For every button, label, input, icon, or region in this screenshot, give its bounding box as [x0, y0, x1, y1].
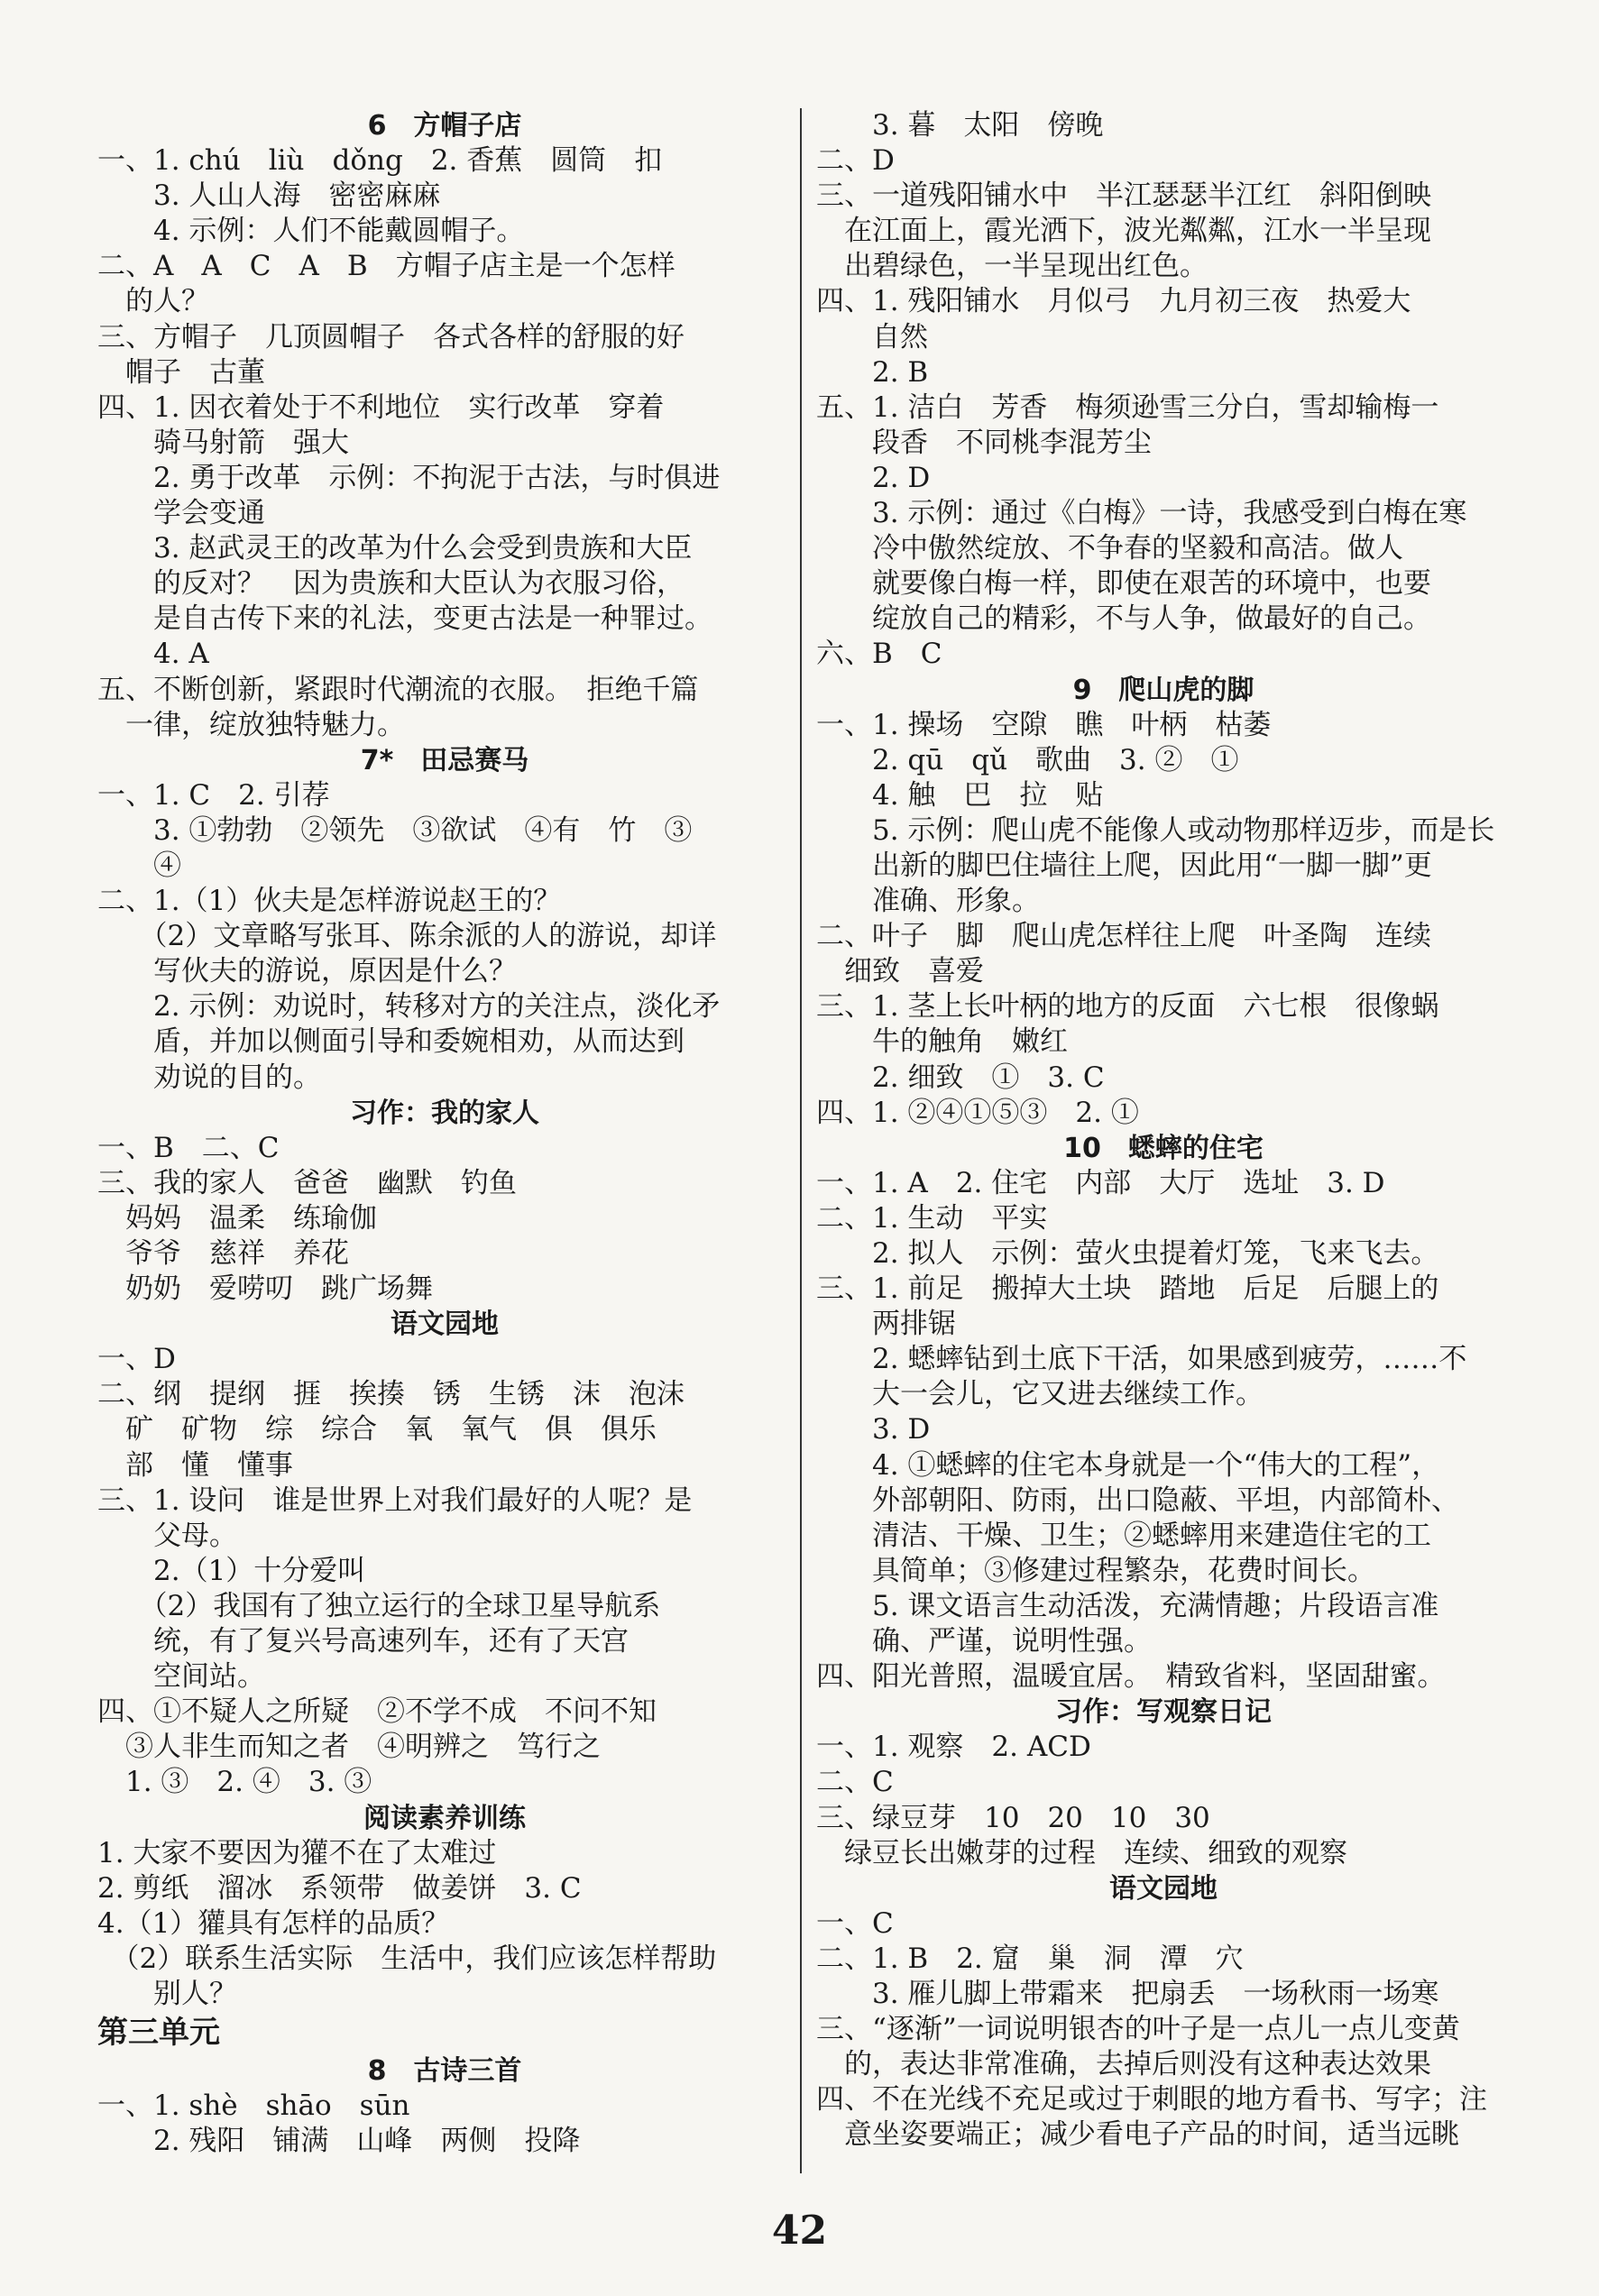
answer-line: 一、1. 观察 2. ACD — [816, 1731, 1091, 1764]
answer-line: 具简单；③修建过程繁杂，花费时间长。 — [816, 1554, 1375, 1587]
answer-line: 别人？ — [97, 1977, 237, 2010]
answer-line: 细致 喜爱 — [816, 955, 984, 988]
answer-line: 帽子 古董 — [97, 355, 265, 389]
page-number: 42 — [771, 2208, 828, 2254]
answer-line: 学会变通 — [97, 497, 265, 530]
answer-line: （2）我国有了独立运行的全球卫星导航系 — [97, 1589, 661, 1622]
section-heading: 习作：我的家人 — [350, 1097, 539, 1129]
answer-line: 二、1.（1）伙夫是怎样游说赵王的？ — [97, 885, 562, 918]
answer-line: 一、1. shè shāo sūn — [97, 2089, 410, 2123]
answer-line: 4. A — [97, 638, 209, 671]
answer-line: ④ — [97, 849, 181, 882]
answer-line: 2. D — [816, 461, 931, 494]
answer-line: 冷中傲然绽放、不争春的坚毅和高洁。做人 — [816, 532, 1403, 565]
answer-line: 准确、形象。 — [816, 885, 1040, 918]
answer-line: 3. 雁儿脚上带霜来 把扇丢 一场秋雨一场寒 — [816, 1977, 1439, 2010]
section-heading: 习作：写观察日记 — [1055, 1696, 1272, 1729]
answer-line: 4. 触 巴 拉 贴 — [816, 778, 1104, 812]
section-heading: 10 蟋蟀的住宅 — [1063, 1132, 1264, 1164]
answer-line: 就要像白梅一样，即使在艰苦的环境中，也要 — [816, 567, 1431, 601]
answer-line: 统，有了复兴号高速列车，还有了天宫 — [97, 1625, 629, 1658]
answer-line: 盾，并加以侧面引导和委婉相劝，从而达到 — [97, 1025, 685, 1059]
section-heading: 6 方帽子店 — [367, 110, 522, 142]
answer-line: 外部朝阳、防雨，出口隐蔽、平坦，内部简朴、 — [816, 1483, 1459, 1517]
answer-line: 的，表达非常准确，去掉后则没有这种表达效果 — [816, 2048, 1431, 2081]
answer-line: 一、1. 操场 空隙 瞧 叶柄 枯萎 — [816, 708, 1272, 741]
answer-line: 是自古传下来的礼法，变更古法是一种罪过。 — [97, 602, 712, 636]
answer-line: 一、B 二、C — [97, 1131, 280, 1164]
answer-line: 三、方帽子 几顶圆帽子 各式各样的舒服的好 — [97, 320, 685, 354]
answer-line: 4. 示例：人们不能戴圆帽子。 — [97, 215, 525, 248]
answer-line: 3. D — [816, 1413, 931, 1446]
answer-line: 四、1. 残阳铺水 月似弓 九月初三夜 热爱大 — [816, 285, 1411, 318]
answer-line: 五、1. 洁白 芳香 梅须逊雪三分白，雪却输梅一 — [816, 390, 1439, 424]
answer-line: 四、1. ②④①⑤③ 2. ① — [816, 1096, 1139, 1129]
answer-line: ③人非生而知之者 ④明辨之 笃行之 — [97, 1731, 601, 1764]
answer-line: 2. 示例：劝说时，转移对方的关注点，淡化矛 — [97, 990, 721, 1024]
left-column — [97, 108, 792, 2159]
answer-line: 空间站。 — [97, 1660, 265, 1694]
answer-line: 绿豆长出嫩芽的过程 连续、细致的观察 — [816, 1836, 1347, 1869]
answer-line: 妈妈 温柔 练瑜伽 — [97, 1201, 377, 1235]
answer-line: 大一会儿，它又进去继续工作。 — [816, 1378, 1264, 1411]
answer-line: 三、一道残阳铺水中 半江瑟瑟半江红 斜阳倒映 — [816, 179, 1431, 213]
answer-line: 2. 勇于改革 示例：不拘泥于古法，与时俱进 — [97, 461, 721, 494]
answer-line: 4.（1）獾具有怎样的品质？ — [97, 1906, 450, 1940]
answer-line: 骑马射箭 强大 — [97, 426, 349, 459]
answer-line: 部 懂 懂事 — [97, 1448, 293, 1482]
answer-line: 确、严谨，说明性强。 — [816, 1625, 1152, 1658]
answer-line: 五、不断创新，紧跟时代潮流的衣服。 拒绝千篇 — [97, 673, 699, 706]
answer-line: 绽放自己的精彩，不与人争，做最好的自己。 — [816, 602, 1431, 636]
answer-line: 三、1. 设问 谁是世界上对我们最好的人呢？是 — [97, 1483, 693, 1517]
answer-line: 一、D — [97, 1343, 176, 1376]
section-heading: 语文园地 — [391, 1309, 499, 1341]
answer-line: 1. ③ 2. ④ 3. ③ — [97, 1766, 372, 1799]
column-divider — [800, 108, 802, 2173]
answer-line: 3. ①勃勃 ②领先 ③欲试 ④有 竹 ③ — [97, 813, 693, 847]
answer-line: 4. ①蟋蟀的住宅本身就是一个“伟大的工程”， — [816, 1448, 1440, 1482]
answer-line: 5. 课文语言生动活泼，充满情趣；片段语言准 — [816, 1589, 1439, 1622]
answer-line: 矿 矿物 综 综合 氧 氧气 俱 俱乐 — [97, 1413, 657, 1446]
answer-line: 四、1. 因衣着处于不利地位 实行改革 穿着 — [97, 390, 665, 424]
answer-line: 一律，绽放独特魅力。 — [97, 708, 405, 741]
answer-line: 3. 人山人海 密密麻麻 — [97, 179, 441, 213]
answer-line: 三、1. 前足 搬掉大土块 踏地 后足 后腿上的 — [816, 1272, 1439, 1306]
answer-line: 清洁、干燥、卫生；②蟋蟀用来建造住宅的工 — [816, 1519, 1431, 1552]
answer-line: 2. 细致 ① 3. C — [816, 1061, 1105, 1094]
section-heading: 7* 田忌赛马 — [360, 744, 529, 776]
answer-line: 出碧绿色，一半呈现出红色。 — [816, 250, 1208, 283]
answer-line: 一、1. A 2. 住宅 内部 大厅 选址 3. D — [816, 1166, 1385, 1199]
answer-line: 2. 剪纸 溜冰 系领带 做姜饼 3. C — [97, 1871, 582, 1905]
answer-line: 一、1. C 2. 引荐 — [97, 778, 330, 812]
section-heading: 语文园地 — [1109, 1872, 1218, 1905]
section-heading: 8 古诗三首 — [367, 2055, 522, 2088]
answer-line: 3. 暮 太阳 傍晚 — [816, 109, 1104, 142]
answer-line: 2. 拟人 示例：萤火虫提着灯笼，飞来飞去。 — [816, 1237, 1439, 1270]
answer-line: 段香 不同桃李混芳尘 — [816, 426, 1152, 459]
answer-line: 劝说的目的。 — [97, 1061, 321, 1094]
answer-line: 的人？ — [97, 285, 209, 318]
answer-line: 二、C — [816, 1766, 894, 1799]
answer-line: 三、1. 茎上长叶柄的地方的反面 六七根 很像蜗 — [816, 990, 1439, 1024]
answer-line: 四、①不疑人之所疑 ②不学不成 不问不知 — [97, 1695, 657, 1729]
answer-line: 自然 — [816, 320, 928, 354]
answer-line: 二、A A C A B 方帽子店主是一个怎样 — [97, 250, 675, 283]
unit-heading: 第三单元 — [97, 2015, 220, 2052]
answer-line: 3. 示例：通过《白梅》一诗，我感受到白梅在寒 — [816, 497, 1467, 530]
answer-line: 二、1. 生动 平实 — [816, 1201, 1048, 1235]
section-heading: 阅读素养训练 — [363, 1802, 526, 1834]
answer-line: （2）文章略写张耳、陈余派的人的游说，却详 — [97, 920, 717, 953]
answer-line: 2. 蟋蟀钻到土底下干活，如果感到疲劳，……不 — [816, 1343, 1467, 1376]
answer-line: 意坐姿要端正；减少看电子产品的时间，适当远眺 — [816, 2118, 1459, 2152]
answer-line: 5. 示例：爬山虎不能像人或动物那样迈步，而是长 — [816, 813, 1495, 847]
answer-line: 二、1. B 2. 窟 巢 洞 潭 穴 — [816, 1942, 1244, 1975]
answer-line: 两排锯 — [816, 1308, 956, 1341]
answer-line: 二、D — [816, 144, 895, 178]
answer-line: 四、不在光线不充足或过于刺眼的地方看书、写字；注 — [816, 2083, 1487, 2117]
answer-line: 1. 大家不要因为獾不在了太难过 — [97, 1836, 497, 1869]
answer-line: 2.（1）十分爱叫 — [97, 1554, 366, 1587]
answer-line: （2）联系生活实际 生活中，我们应该怎样帮助 — [97, 1942, 717, 1975]
answer-line: 2. B — [816, 355, 929, 389]
section-heading: 9 爬山虎的脚 — [1072, 674, 1254, 706]
answer-line: 牛的触角 嫩红 — [816, 1025, 1068, 1059]
answer-line: 三、“逐渐”一词说明银杏的叶子是一点儿一点儿变黄 — [816, 2013, 1460, 2046]
answer-line: 六、B C — [816, 638, 942, 671]
answer-line: 写伙夫的游说，原因是什么？ — [97, 955, 517, 988]
answer-line: 二、叶子 脚 爬山虎怎样往上爬 叶圣陶 连续 — [816, 920, 1431, 953]
answer-line: 在江面上，霞光洒下，波光粼粼，江水一半呈现 — [816, 215, 1431, 248]
answer-line: 二、纲 提纲 捱 挨揍 锈 生锈 沫 泡沫 — [97, 1378, 685, 1411]
answer-line: 出新的脚巴住墙往上爬，因此用“一脚一脚”更 — [816, 849, 1432, 882]
answer-line: 一、1. chú liù dǒng 2. 香蕉 圆筒 扣 — [97, 144, 663, 178]
answer-line: 3. 赵武灵王的改革为什么会受到贵族和大臣 — [97, 532, 693, 565]
right-column — [816, 108, 1511, 2153]
answer-line: 三、绿豆芽 10 20 10 30 — [816, 1801, 1210, 1834]
answer-line: 四、阳光普照，温暖宜居。 精致省料，坚固甜蜜。 — [816, 1660, 1446, 1694]
answer-line: 奶奶 爱唠叨 跳广场舞 — [97, 1272, 433, 1306]
answer-line: 2. qū qǔ 歌曲 3. ② ① — [816, 743, 1239, 776]
answer-line: 2. 残阳 铺满 山峰 两侧 投降 — [97, 2125, 581, 2158]
answer-line: 爷爷 慈祥 养花 — [97, 1237, 349, 1270]
answer-line: 的反对？ 因为贵族和大臣认为衣服习俗， — [97, 567, 685, 601]
answer-line: 三、我的家人 爸爸 幽默 钓鱼 — [97, 1166, 517, 1199]
answer-line: 父母。 — [97, 1519, 237, 1552]
answer-line: 一、C — [816, 1906, 894, 1940]
